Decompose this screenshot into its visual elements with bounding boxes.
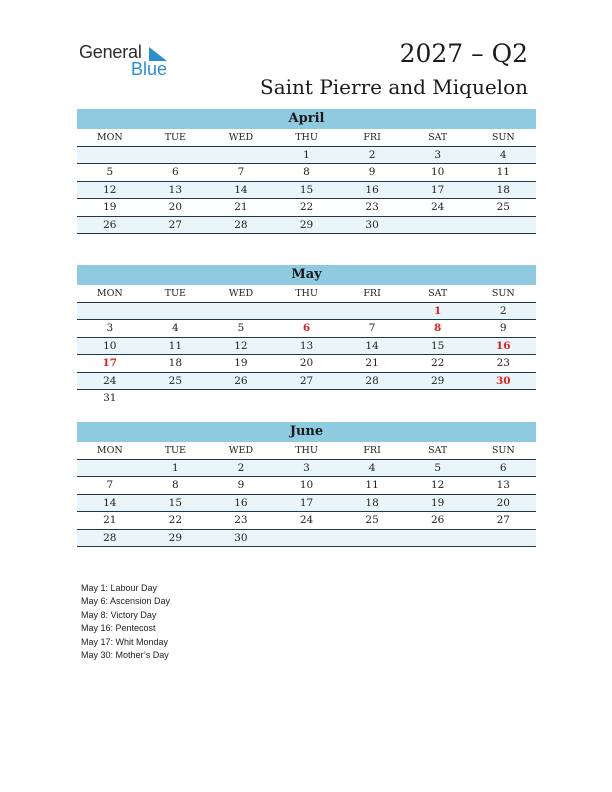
day-cell: 26 [430, 514, 445, 526]
month-title: June [77, 422, 536, 442]
day-cell: 10 [430, 166, 445, 178]
holiday-note: May 17: Whit Monday [81, 636, 169, 647]
holiday-note: May 1: Labour Day [81, 583, 158, 593]
day-cell: 13 [299, 339, 314, 352]
day-cell: 14 [234, 183, 248, 196]
page-subtitle: Saint Pierre and Miquelon [260, 75, 528, 99]
day-cell [274, 530, 340, 547]
day-cell: 15 [430, 339, 445, 352]
day-cell [339, 303, 405, 320]
weekday-label: TUE [164, 132, 186, 143]
day-cell [77, 303, 143, 320]
week-row [77, 390, 536, 408]
week-row [77, 182, 536, 200]
holiday-note: May 16: Pentecost [81, 623, 156, 634]
day-cell: 27 [496, 514, 510, 526]
day-cell: 30 [365, 218, 379, 231]
day-cell: 11 [496, 166, 510, 178]
week-row [77, 355, 536, 373]
day-cell: 18 [365, 496, 379, 509]
day-cell: 18 [496, 183, 510, 196]
day-cell [339, 390, 405, 408]
day-cell [274, 303, 340, 320]
week-row [77, 512, 536, 530]
day-cell: 23 [234, 514, 248, 526]
day-cell: 4 [368, 461, 376, 474]
day-cell: 3 [434, 148, 442, 161]
day-cell: 10 [103, 339, 117, 352]
month-title: May [77, 265, 536, 285]
day-cell: 23 [365, 201, 379, 213]
day-cell: 31 [103, 392, 117, 404]
generalblue-logo [79, 42, 179, 82]
day-cell: 11 [365, 479, 379, 491]
day-cell: 25 [168, 374, 183, 387]
weekday-label: MON [96, 445, 123, 456]
weekday-header-row [77, 285, 536, 303]
day-cell: 19 [103, 201, 117, 213]
month-april [77, 109, 536, 234]
day-cell: 21 [234, 201, 248, 213]
day-cell: 4 [172, 322, 179, 334]
weekday-label: SUN [491, 445, 515, 456]
day-cell [274, 390, 340, 408]
month-may [77, 265, 536, 408]
day-cell: 3 [106, 322, 114, 334]
day-cell: 28 [365, 374, 379, 387]
week-row [77, 495, 536, 513]
day-cell: 6 [302, 322, 311, 334]
day-cell: 29 [299, 218, 314, 231]
day-cell [339, 530, 405, 547]
weekday-label: SUN [491, 132, 515, 143]
day-cell: 28 [103, 531, 117, 544]
day-cell: 8 [172, 479, 179, 491]
day-cell: 21 [103, 514, 117, 526]
day-cell: 13 [168, 183, 183, 196]
day-cell [470, 390, 536, 408]
weekday-label: WED [228, 288, 254, 299]
holiday-note: May 6: Ascension Day [81, 596, 171, 607]
day-cell [143, 147, 209, 164]
day-cell: 10 [299, 479, 314, 491]
day-cell: 26 [103, 218, 117, 231]
day-cell: 28 [234, 218, 248, 231]
weekday-label: THU [295, 288, 318, 299]
day-cell: 12 [430, 479, 445, 491]
day-cell: 14 [365, 339, 379, 352]
day-cell: 24 [103, 374, 117, 387]
week-row [77, 373, 536, 391]
day-cell [77, 460, 143, 477]
day-cell: 20 [496, 496, 510, 509]
day-cell: 1 [303, 148, 310, 161]
day-cell: 22 [430, 357, 445, 369]
weekday-label: SAT [428, 132, 448, 143]
day-cell: 7 [237, 166, 245, 178]
day-cell: 9 [237, 479, 245, 491]
weekday-label: WED [228, 445, 254, 456]
day-cell [405, 217, 471, 234]
day-cell: 7 [368, 322, 376, 334]
day-cell: 22 [168, 514, 183, 526]
week-row [77, 320, 536, 338]
day-cell: 30 [234, 531, 248, 544]
weekday-label: MON [96, 132, 123, 143]
day-cell [208, 390, 274, 408]
week-row [77, 530, 536, 548]
day-cell: 5 [106, 166, 114, 178]
day-cell: 26 [234, 374, 248, 387]
weekday-label: MON [96, 288, 123, 299]
week-row [77, 147, 536, 165]
day-cell [470, 217, 536, 234]
day-cell: 21 [365, 357, 379, 369]
day-cell: 29 [168, 531, 183, 544]
week-row [77, 460, 536, 478]
day-cell: 17 [299, 496, 314, 509]
week-row [77, 338, 536, 356]
day-cell: 15 [299, 183, 314, 196]
day-cell: 5 [237, 322, 245, 334]
day-cell: 25 [365, 514, 379, 526]
day-cell: 1 [434, 304, 442, 317]
day-cell: 16 [495, 339, 511, 352]
day-cell: 24 [299, 514, 314, 526]
day-cell: 19 [234, 357, 248, 369]
weekday-label: FRI [363, 132, 381, 143]
day-cell [405, 530, 471, 547]
day-cell: 2 [368, 148, 376, 161]
weekday-label: FRI [363, 445, 381, 456]
weekday-label: SAT [428, 445, 448, 456]
day-cell: 5 [434, 461, 442, 474]
day-cell [405, 390, 471, 408]
weekday-label: SUN [491, 288, 515, 299]
holiday-note: May 30: Mother’s Day [81, 649, 169, 660]
week-row [77, 164, 536, 182]
holiday-note: May 8: Victory Day [81, 609, 157, 620]
day-cell: 17 [102, 357, 118, 369]
week-row [77, 477, 536, 495]
day-cell: 12 [234, 339, 248, 352]
day-cell: 20 [299, 357, 314, 369]
day-cell: 4 [499, 148, 507, 161]
week-row [77, 217, 536, 235]
weekday-label: WED [228, 132, 254, 143]
day-cell: 7 [106, 479, 114, 491]
week-row [77, 303, 536, 321]
day-cell [208, 147, 274, 164]
day-cell [143, 390, 209, 408]
weekday-header-row [77, 442, 536, 460]
weekday-header-row [77, 129, 536, 147]
day-cell: 9 [499, 322, 507, 334]
day-cell: 2 [499, 304, 507, 317]
weekday-label: FRI [363, 288, 381, 299]
weekday-label: THU [295, 132, 318, 143]
day-cell: 8 [303, 166, 310, 178]
logo-blue-text: Blue [131, 59, 168, 79]
day-cell: 24 [430, 201, 445, 213]
day-cell [470, 530, 536, 547]
day-cell: 11 [168, 339, 183, 352]
day-cell [143, 303, 209, 320]
day-cell: 12 [103, 183, 117, 196]
day-cell: 8 [434, 322, 442, 334]
day-cell: 3 [303, 461, 310, 474]
day-cell: 9 [368, 166, 376, 178]
weekday-label: TUE [164, 288, 186, 299]
holiday-notes [81, 582, 170, 662]
day-cell: 30 [495, 374, 511, 387]
day-cell: 22 [299, 201, 314, 213]
day-cell: 1 [172, 461, 179, 474]
page-title: 2027 – Q2 [399, 39, 528, 68]
weekday-label: THU [295, 445, 318, 456]
logo-general-text: General [79, 42, 142, 62]
day-cell [77, 147, 143, 164]
day-cell: 6 [172, 166, 179, 178]
weekday-label: SAT [428, 288, 448, 299]
day-cell: 27 [299, 374, 314, 387]
day-cell: 29 [430, 374, 445, 387]
day-cell: 13 [496, 479, 510, 491]
day-cell: 23 [496, 357, 510, 369]
day-cell: 19 [430, 496, 445, 509]
day-cell: 17 [430, 183, 445, 196]
day-cell: 6 [499, 461, 507, 474]
day-cell: 20 [168, 201, 183, 213]
month-june [77, 422, 536, 547]
day-cell: 14 [103, 496, 117, 509]
weekday-label: TUE [164, 445, 186, 456]
month-title: April [77, 109, 536, 129]
day-cell: 27 [168, 218, 183, 231]
day-cell: 18 [168, 357, 183, 369]
day-cell: 15 [168, 496, 183, 509]
day-cell [208, 303, 274, 320]
week-row [77, 199, 536, 217]
day-cell: 2 [237, 461, 245, 474]
day-cell: 16 [234, 496, 248, 509]
day-cell: 25 [496, 201, 510, 213]
day-cell: 16 [365, 183, 379, 196]
